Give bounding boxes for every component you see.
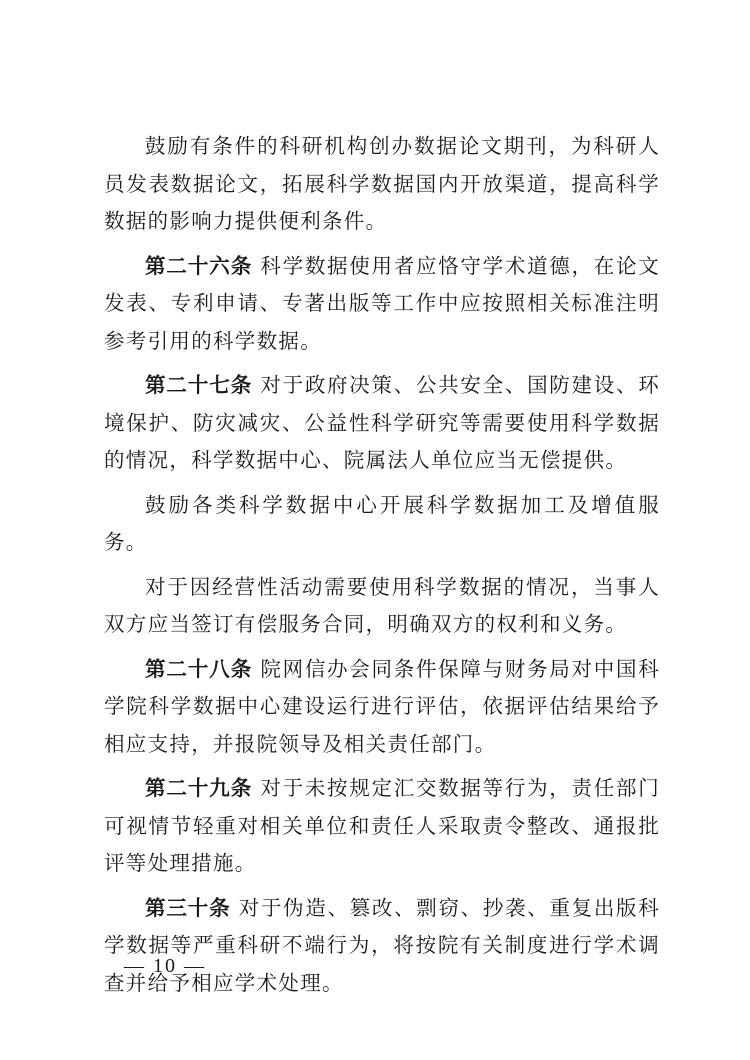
paragraph-text: 对于因经营性活动需要使用科学数据的情况，当事人双方应当签订有偿服务合同，明确双方的权利和义务。 — [104, 574, 660, 636]
article-text: 对于政府决策、公共安全、国防建设、环境保护、防灾减灾、公益性科学研究等需要使用科学数据的情况，科学数据中心、院属法人单位应当无偿提供。 — [104, 373, 660, 472]
article-29 — [104, 770, 660, 883]
article-text: 对于未按规定汇交数据等行为，责任部门可视情节轻重对相关单位和责任人采取责令整改、通报批评等处理措施。 — [104, 776, 660, 875]
article-27 — [104, 367, 660, 480]
article-28 — [104, 651, 660, 764]
paragraph-text: 鼓励有条件的科研机构创办数据论文期刊，为科研人员发表数据论文，拓展科学数据国内开放渠道，提高科学数据的影响力提供便利条件。 — [104, 134, 660, 233]
article-text: 对于伪造、篡改、剽窃、抄袭、重复出版科学数据等严重科研不端行为，将按院有关制度进行学术调查并给予相应学术处理。 — [104, 895, 660, 995]
paragraph-text: 鼓励各类科学数据中心开展科学数据加工及增值服务。 — [104, 492, 660, 554]
page-number: — 10 — — [124, 955, 206, 977]
article-30 — [104, 890, 660, 1003]
article-number: 第二十八条 — [145, 656, 253, 681]
document-body — [104, 128, 660, 1009]
article-26 — [104, 248, 660, 361]
paragraph-4 — [104, 487, 660, 562]
article-text: 科学数据使用者应恪守学术道德，在论文发表、专利申请、专著出版等工作中应按照相关标准注明参考引用的科学数据。 — [104, 253, 660, 353]
paragraph-1 — [104, 128, 660, 241]
article-number: 第二十七条 — [145, 373, 253, 397]
article-number: 第三十条 — [145, 895, 231, 920]
article-number: 第二十六条 — [145, 253, 253, 278]
article-number: 第二十九条 — [145, 776, 253, 800]
article-text: 院网信办会同条件保障与财务局对中国科学院科学数据中心建设运行进行评估，依据评估结果给予相应支持，并报院领导及相关责任部门。 — [104, 656, 660, 756]
paragraph-5 — [104, 569, 660, 644]
